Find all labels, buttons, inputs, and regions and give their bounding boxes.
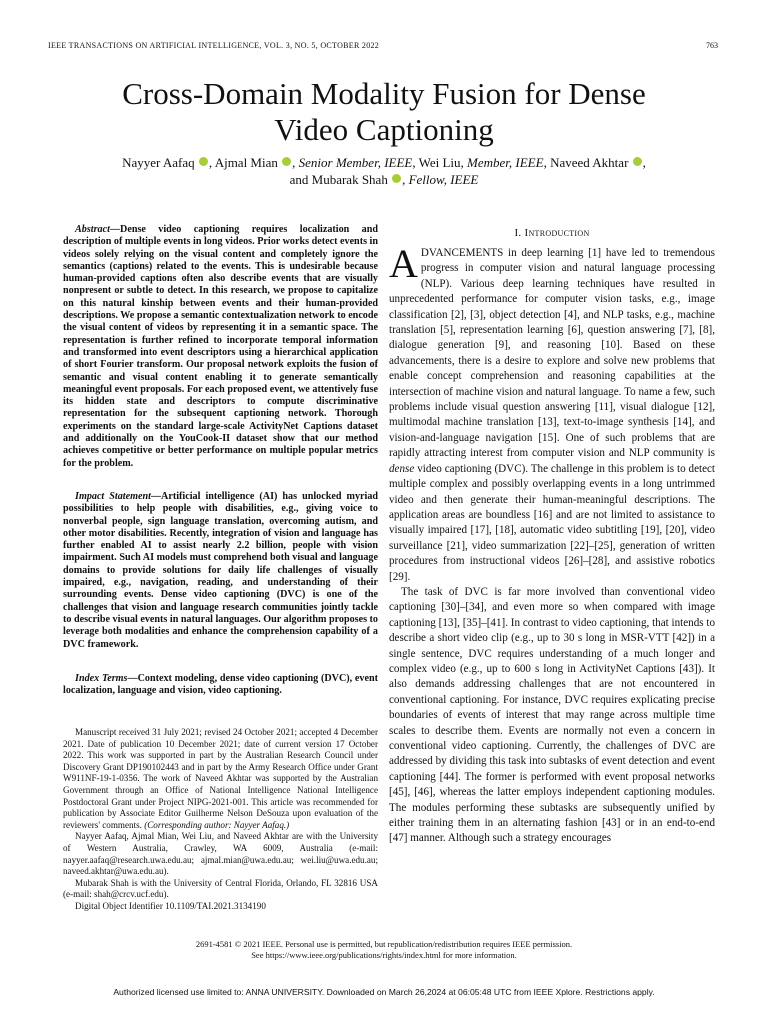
footnote-manuscript: Manuscript received 31 July 2021; revised 24 October 2021; accepted 4 December 2021. Date of publication 10 December 2021; date of current version 17 October 2022. This work was supported in part by the Australian Research Council under Discovery Grant DP190102443 and in part by the Army Research Office under Grant W911NF-19-1-0356. The work of Naveed Akhtar was supported by the Australian Government through an Office of National Intelligence National Intelligence Postdoctoral Grant under Project NIPG-2021-001. This article was recommended for publication by Associate Editor Guilherme Nelson DeSouza upon evaluation of the reviewers' comments. (Corresponding author: Nayyer Aafaq.) (63, 727, 378, 830)
paper-title (0, 76, 768, 148)
author-name: Wei Liu (418, 155, 461, 170)
section-heading (389, 227, 715, 239)
author-name: Mubarak Shah (311, 172, 388, 187)
abstract: Abstract—Dense video captioning requires localization and description of multiple events in long videos. Prior works detect events in videos solely relying on the visual content and completely ignore the semantics (captions) related to the events. This is undesirable because human-provided captions often also describe events that are visually nonpresent or subtle to detect. In this research, we propose to capitalize on this natural kinship between events and their human-provided descriptions. We propose a semantic contextualization network to encode the visual content of videos by representing it in a semantic space. The representation is further refined to incorporate temporal information and transformed into event descriptors using a hierarchical application of short Fourier transform. Our proposal network exploits the fusion of semantic and visual content enabling it to generate semantically meaningful event proposals. For each proposed event, we attentively fuse its hidden state and descriptors to compute discriminative representation for the subsequent captioning network. Thorough experiments on the standard large-scale ActivityNet Captions dataset and additionally on the YouCook-II dataset show that our method achieves competitive or better performance on multiple popular metrics for the problem. (63, 224, 378, 469)
corresponding-author: (Corresponding author: Nayyer Aafaq.) (144, 819, 290, 830)
footnote-affiliation: Mubarak Shah is with the University of Central Florida, Orlando, FL 32816 USA (e-mail: shah@crcv.ucf.edu). (63, 877, 378, 900)
abstract-label: Abstract (75, 224, 110, 235)
author-line-2: and Mubarak Shah , Fellow, IEEE (289, 172, 479, 187)
abstract-text: Dense video captioning requires localization and description of multiple events in long videos. Prior works detect events in videos solely relying on the visual content and completely ignore the semantics (captions) related to the events. This is undesirable because human-provided captions often also describe events that are visually nonpresent or subtle to detect. In this research, we propose to capitalize on this natural kinship between events and their human-provided descriptions. We propose a semantic contextualization network to encode the visual content of videos by representing it in a semantic space. The representation is further refined to incorporate temporal information and transformed into event descriptors using a hierarchical application of short Fourier transform. Our proposal network exploits the fusion of semantic and visual content enabling it to generate semantically meaningful event proposals. For each proposed event, we attentively fuse its hidden state and descriptors to compute discriminative representation for the subsequent captioning network. Thorough experiments on the standard large-scale ActivityNet Captions dataset and additionally on the YouCook-II dataset show that our method achieves competitive or better performance on multiple popular metrics for the problem. (63, 224, 378, 469)
impact-label: Impact Statement (75, 491, 151, 502)
author-line-1: Nayyer Aafaq , Ajmal Mian , Senior Member, IEEE, Wei Liu, Member, IEEE, Naveed Akhtar , (122, 155, 646, 170)
index-terms-label: Index Terms (75, 673, 128, 684)
impact-statement: Impact Statement—Artificial intelligence (AI) has unlocked myriad possibilities to help people with disabilities, e.g., giving voice to nonverbal people, sign language translation, overcoming autism, and other motor disabilities. Recently, integration of vision and language has further enabled AI to assist nearly 2.2 billion, people with vision impairment. Such AI models must comprehend both visual and language domains to provide solutions for daily life challenges of visually impaired, e.g., navigation, reading, and understanding of their surrounding events. Dense video captioning (DVC) is one of the challenges that vision and language research communities jointly tackle to describe visual events in natural languages. Our algorithm proposes to leverage both modalities and enhance the comprehension capability of a DVC framework. (63, 491, 379, 650)
footnote-affiliation: Nayyer Aafaq, Ajmal Mian, Wei Liu, and Naveed Akhtar are with the University of Western Australia, Crawley, WA 6009, Australia (e-mail: nayyer.aafaq@research.uwa.edu.au; ajmal.mian@uwa.edu.au; wei.liu@uwa.edu.au; naveed.akhtar@uwa.edu.au). (63, 831, 378, 877)
rights-link[interactable]: See https://www.ieee.org/publications/rights/index.html for more information. (251, 950, 517, 960)
author-name: Ajmal Mian (214, 155, 278, 170)
index-terms-text: Context modeling, dense video captioning (DVC), event localization, language and vision, video captioning. (63, 673, 378, 697)
impact-text: Artificial intelligence (AI) has unlocked myriad possibilities to help people with disabilities, e.g., giving voice to nonverbal people, sign language translation, overcoming autism, and other motor disabilities. Recently, integration of vision and language has further enabled AI to assist nearly 2.2 billion, people with vision impairment. Such AI models must comprehend both visual and language domains to provide solutions for daily life challenges of visually impaired, e.g., navigation, reading, and understanding of their surrounding events. Dense video captioning (DVC) is one of the challenges that vision and language research communities jointly tackle to describe visual events in natural languages. Our algorithm proposes to leverage both modalities and enhance the comprehension capability of a DVC framework. (63, 491, 379, 650)
intro-paragraph: ADVANCEMENTS in deep learning [1] have led to tremendous progress in computer vision and natural language processing (NLP). Various deep learning techniques have resulted in unprecedented performance for computer vision tasks, e.g., image classification [2], [3], object detection [4], and NLP tasks, e.g., machine translation [5], representation learning [6], question answering [7], [8], dialogue generation [9], and reasoning [10]. Based on these advancements, there is a desire to explore and solve new problems that enable concept comprehension and reasoning capabilities at the intersection of machine vision and natural language. To name a few, such problems include visual question answering [11], visual dialogue [12], multimodal machine translation [13], text-to-image synthesis [14], and vision-and-language navigation [15]. One of such problems that are rapidly attracting interest from computer vision and NLP community is dense video captioning (DVC). The challenge in this problem is to detect multiple complex and possibly overlapping events in a long untrimmed video and then generate their human-meaningful descriptions. The application areas are boundless [16] and are not limited to assistance to visually impaired [17], [18], automatic video subtitling [19], [20], video surveillance [21], video summarization [22]–[25], generation of written procedures from instructional videos [26]–[28], and assistive robotics [29]. (389, 241, 716, 583)
section-number: I. (514, 227, 522, 239)
author-conjunction: and (289, 172, 309, 187)
index-terms: Index Terms—Context modeling, dense video captioning (DVC), event localization, language and vision, video captioning. (63, 673, 378, 697)
orcid-icon[interactable] (392, 174, 401, 183)
footnotes (63, 727, 378, 913)
introduction-body (389, 241, 716, 847)
author-role: Member, IEEE (467, 155, 544, 170)
drop-cap: A (389, 241, 418, 286)
orcid-icon[interactable] (633, 157, 642, 166)
section-title: Introduction (524, 227, 590, 239)
author-name: Nayyer Aafaq (122, 155, 195, 170)
author-role: Senior Member, IEEE (298, 155, 413, 170)
author-list (0, 154, 768, 188)
copyright-notice (0, 939, 768, 961)
orcid-icon[interactable] (199, 157, 208, 166)
footnote-doi[interactable]: Digital Object Identifier 10.1109/TAI.2021.3134190 (75, 900, 266, 911)
title-line-1: Cross-Domain Modality Fusion for Dense (122, 76, 646, 111)
page-number: 763 (706, 41, 718, 50)
author-name: Naveed Akhtar (550, 155, 629, 170)
intro-paragraph: The task of DVC is far more involved than conventional video captioning [30]–[34], and even more so when compared with image captioning [13], [35]–[41]. In contrast to video captioning, that intends to describe a short video clip (e.g., up to 30 s long in MSR-VTT [42]) in a single sentence, DVC requires understanding of a much longer and complex video (e.g., up to 600 s long in ActivityNet Captions [43]). It also demands addressing challenges that are not encountered in conventional captioning. For instance, DVC requires explicating precise boundaries of events of interest that may range across multiple time scales to describe them. Events are normally not even a concern in conventional video captioning. Currently, the challenges of DVC are addressed by dividing this task into subtasks of event detection and event captioning [44]. The former is performed with event proposal networks [45], [46], whereas the latter employs independent captioning modules. The modules performing these subtasks are subsequently unified by either training them in an alternating fashion [43] or in an end-to-end [47] manner. Although such a strategy encourages (389, 585, 715, 845)
download-notice: Authorized licensed use limited to: ANNA UNIVERSITY. Downloaded on March 26,2024 at 06:05:48 UTC from IEEE Xplore. Restrictions apply. (113, 987, 655, 997)
title-line-2: Video Captioning (274, 112, 494, 147)
author-role: Fellow, IEEE (408, 172, 479, 187)
running-header: IEEE TRANSACTIONS ON ARTIFICIAL INTELLIGENCE, VOL. 3, NO. 5, OCTOBER 2022 (48, 41, 380, 50)
orcid-icon[interactable] (282, 157, 291, 166)
copyright-line: 2691-4581 © 2021 IEEE. Personal use is permitted, but republication/redistribution requires IEEE permission. (195, 939, 573, 949)
